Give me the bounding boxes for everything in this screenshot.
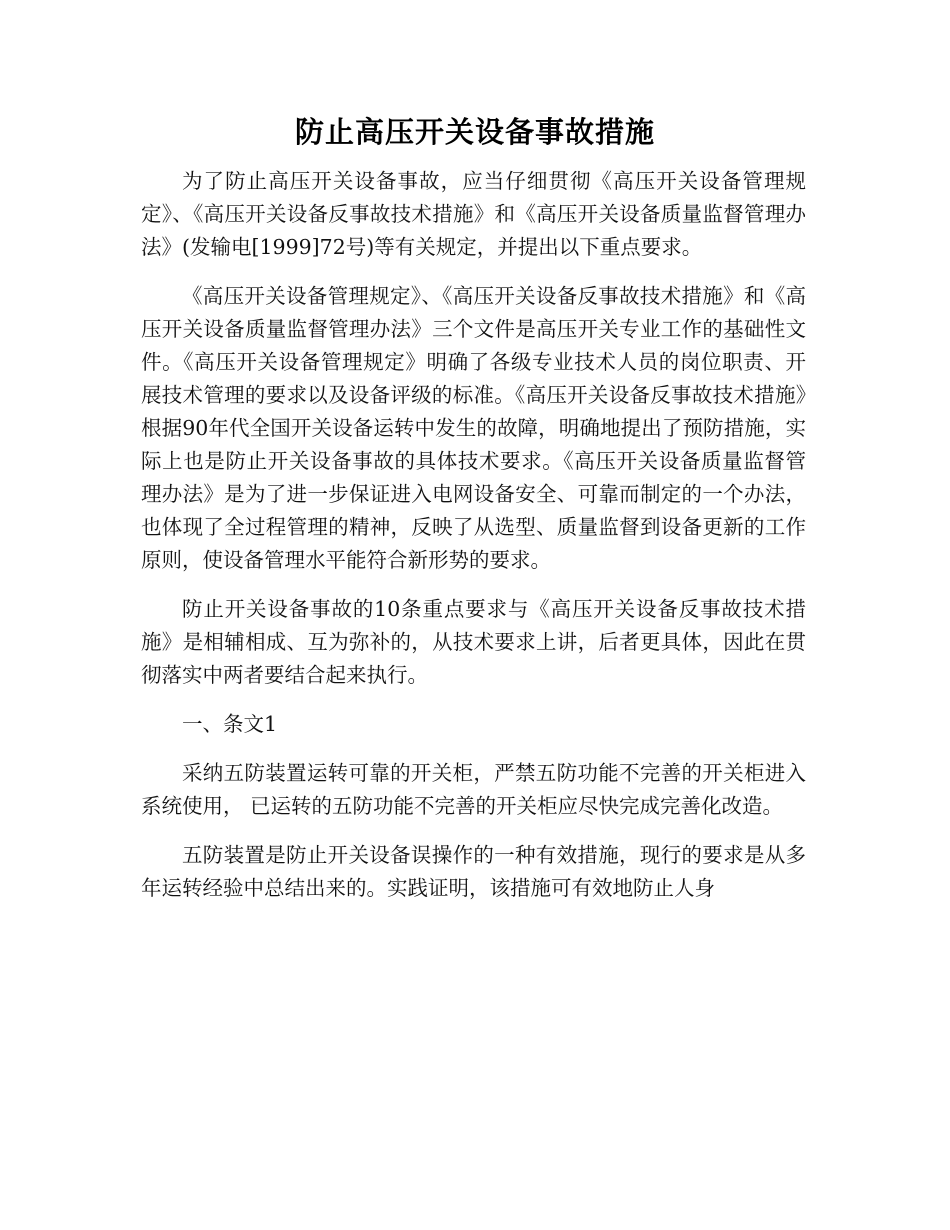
section-heading-clause-1: 一、条文1	[182, 712, 278, 736]
paragraph-five-prevention: 五防装置是防止开关设备误操作的一种有效措施，现行的要求是从多年运转经验中总结出来的。实践证明，该措施可有效地防止人身	[141, 843, 806, 900]
paragraph-ten-requirements: 防止开关设备事故的10条重点要求与《高压开关设备反事故技术措施》是相辅相成、互为弥补的，从技术要求上讲，后者更具体，因此在贯彻落实中两者要结合起来执行。	[141, 597, 806, 687]
paragraph-clause-1-text: 采纳五防装置运转可靠的开关柜，严禁五防功能不完善的开关柜进入系统使用， 已运转的五防功能不完善的开关柜应尽快完成完善化改造。	[141, 761, 806, 818]
document-body	[141, 165, 806, 921]
document-title: 防止高压开关设备事故措施	[294, 115, 655, 149]
paragraph-documents-overview: 《高压开关设备管理规定》、《高压开关设备反事故技术措施》和《高压开关设备质量监督管理办法》三个文件是高压开关专业工作的基础性文件。《高压开关设备管理规定》明确了各级专业技术人员的岗位职责、开展技术管理的要求以及设备评级的标准。《高压开关设备反事故技术措施》根据90年代全国开关设备运转中发生的故障，明确地提出了预防措施，实际上也是防止开关设备事故的具体技术要求。《高压开关设备质量监督管理办法》是为了进一步保证进入电网设备安全、可靠而制定的一个办法，也体现了全过程管理的精神，反映了从选型、质量监督到设备更新的工作原则，使设备管理水平能符合新形势的要求。	[141, 284, 806, 572]
paragraph-intro: 为了防止高压开关设备事故，应当仔细贯彻《高压开关设备管理规定》、《高压开关设备反事故技术措施》和《高压开关设备质量监督管理办法》(发输电[1999]72号)等有关规定，并提出以下重点要求。	[141, 169, 806, 259]
